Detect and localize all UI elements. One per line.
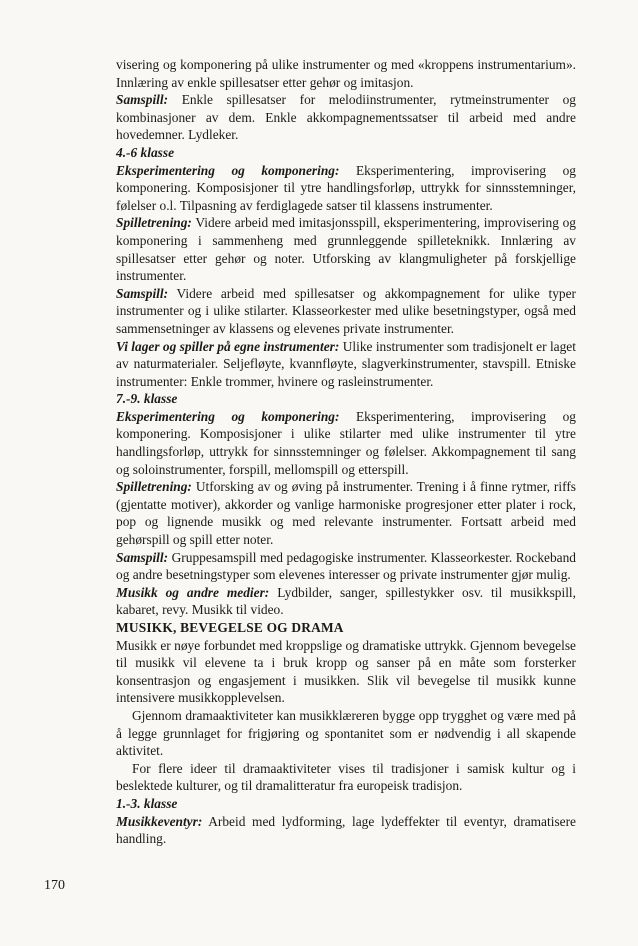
- section-4-6-paragraph-3: Samspill: Videre arbeid med spillesatser og akkompagnement for ulike typer instrumenter og i ulike stilarter. Klasseorkester med ulike besetningstyper, også med sammensetninger av klassens og elevenes private instrumenter.: [116, 285, 577, 336]
- paragraph-label: Vi lager og spiller på egne instrumenter:: [116, 338, 340, 354]
- section-7-9-paragraph-2: Spilletrening: Utforsking av og øving på instrumenter. Trening i å finne rytmer, riffs (gjentatte motiver), akkorder og vanlige harmoniske progresjoner etter plater i rock, pop og lignende musikk og med relevante instrumenter. Fortsatt arbeid med gehørspill og spill etter noter.: [116, 479, 576, 548]
- drama-paragraph-3: For flere ideer til dramaaktiviteter vises til tradisjoner i samisk kultur og i beslektede kulturer, og til dramalitteratur fra europeisk tradisjon.: [116, 760, 576, 794]
- intro-paragraph-1: visering og komponering på ulike instrumenter og med «kroppens instrumentarium». Innlæring av enkle spillesatser etter gehør og imitasjon.: [116, 57, 576, 90]
- paragraph-label: Musikk og andre medier:: [116, 584, 270, 600]
- section-7-9-paragraph-3: Samspill: Gruppesamspill med pedagogiske instrumenter. Klasseorkester. Rockeband og andre besetningstyper som elevenes interesser og private instrumenter gjør mulig.: [116, 549, 576, 583]
- paragraph-label: Samspill:: [116, 285, 169, 301]
- page-body: [116, 56, 576, 848]
- paragraph-label: Samspill:: [116, 92, 169, 108]
- chapter-heading: MUSIKK, BEVEGELSE OG DRAMA: [116, 620, 344, 635]
- paragraph-label: Eksperimentering og komponering:: [116, 408, 340, 424]
- paragraph-label: Spilletrening:: [116, 479, 192, 495]
- section-7-9-paragraph-1: Eksperimentering og komponering: Eksperimentering, improvisering og komponering. Komposisjoner i ulike stilarter med ulike instrumenter til ytre handlingsforløp, uttrykk for sinnsstemninger og følelser. Akkompagnement til sang og soloinstrumenter, forspill, mellomspill og etterspill.: [116, 408, 576, 477]
- section-7-9-paragraph-4: Musikk og andre medier: Lydbilder, sanger, spillestykker osv. til musikkspill, kabaret, revy. Musikk til video.: [116, 584, 576, 618]
- page-number: 170: [44, 878, 65, 893]
- section-heading-4-6: 4.-6 klasse: [116, 144, 175, 160]
- paragraph-label: Samspill:: [116, 549, 169, 565]
- section-4-6-paragraph-1: Eksperimentering og komponering: Eksperimentering, improvisering og komponering. Komposisjoner til ytre handlingsforløp, uttrykk for sinnsstemninger, følelser o.l. Tilpasning av ferdiglagede satser til klassens instrumenter.: [116, 162, 576, 213]
- drama-paragraph-1: Musikk er nøye forbundet med kroppslige og dramatiske uttrykk. Gjennom bevegelse til musikk vil elevene ta i bruk kropp og sanser på en måte som forsterker konsentrasjon og engasjement i musikken. Slik vil bevegelse til musikk kunne intensivere musikkopplevelsen.: [116, 637, 576, 706]
- intro-paragraph-2: Samspill: Enkle spillesatser for melodiinstrumenter, rytmeinstrumenter og kombinasjoner av dem. Enkle akkompagnementssatser til arbeid med andre hovedemner. Lydleker.: [116, 92, 576, 143]
- section-4-6-paragraph-2: Spilletrening: Videre arbeid med imitasjonsspill, eksperimentering, improvisering og komponering i sammenheng med grunnleggende spilleteknikk. Innlæring av spillesatser etter gehør og noter. Utforsking av klangmuligheter på forskjellige instrumenter.: [116, 215, 577, 284]
- section-4-6-paragraph-4: Vi lager og spiller på egne instrumenter: Ulike instrumenter som tradisjonelt er laget av naturmaterialer. Seljefløyte, kvannfløyte, slagverkinstrumenter, stavspill. Etniske instrumenter: Enkle trommer, hvinere og rasleinstrumenter.: [116, 338, 576, 389]
- section-heading-1-3: 1.-3. klasse: [116, 795, 178, 811]
- paragraph-label: Musikkeventyr:: [116, 813, 203, 829]
- paragraph-label: Spilletrening:: [116, 215, 192, 231]
- paragraph-label: Eksperimentering og komponering:: [116, 162, 340, 178]
- drama-paragraph-2: Gjennom dramaaktiviteter kan musikklæreren bygge opp trygghet og være med på å legge grunnlaget for frigjøring og spontanitet som er nødvendig i all skapende aktivitet.: [116, 707, 576, 759]
- section-heading-7-9: 7.-9. klasse: [116, 391, 178, 407]
- section-1-3-paragraph-1: Musikkeventyr: Arbeid med lydforming, lage lydeffekter til eventyr, dramatisere handling.: [116, 813, 576, 847]
